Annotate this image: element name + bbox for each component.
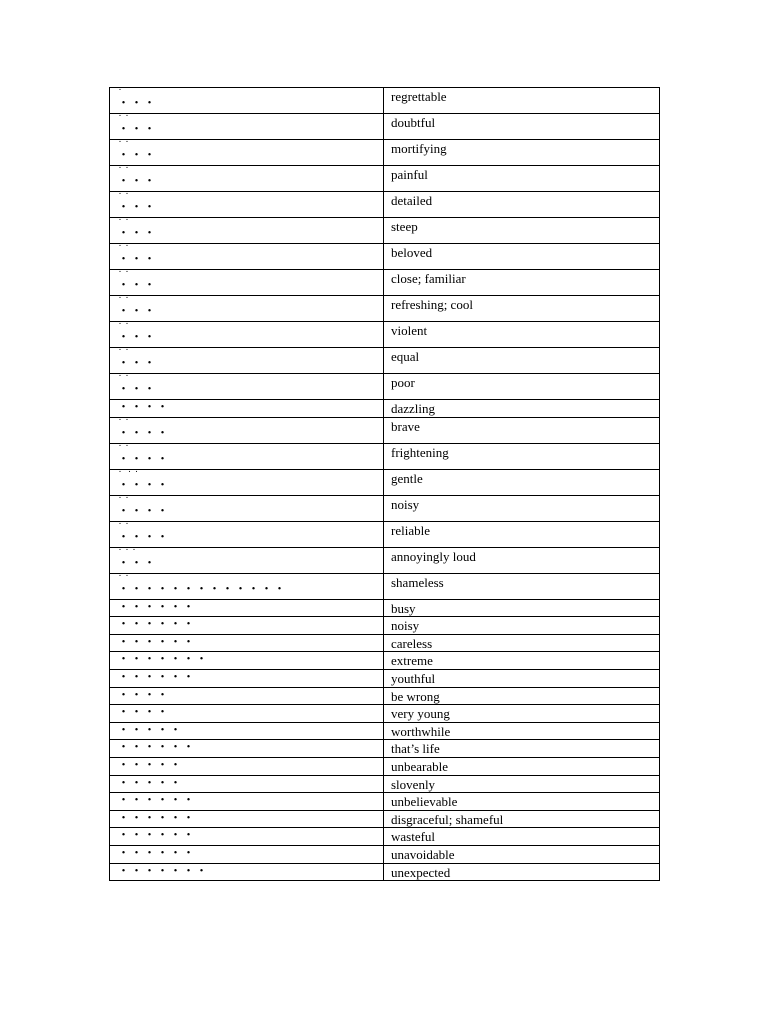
english-cell — [384, 669, 660, 687]
vocabulary-table — [109, 87, 660, 881]
english-cell — [384, 140, 660, 166]
japanese-cell — [110, 495, 384, 521]
furigana-reading: ・・ — [117, 322, 132, 328]
furigana-reading: ・・ — [117, 166, 132, 172]
japanese-cell — [110, 669, 384, 687]
english-meaning: unbearable — [391, 758, 449, 774]
english-meaning: brave — [391, 418, 420, 434]
japanese-word: ・・・・ — [117, 705, 170, 721]
furigana-reading: ・・ — [117, 348, 132, 354]
english-meaning: noisy — [391, 496, 420, 512]
furigana-reading: ・・ — [117, 573, 132, 580]
japanese-cell — [110, 469, 384, 495]
english-cell — [384, 722, 660, 740]
english-cell — [384, 757, 660, 775]
english-cell — [384, 270, 660, 296]
japanese-cell — [110, 722, 384, 740]
japanese-word: ・・・・・・ — [117, 845, 196, 861]
vocabulary-table-body — [110, 88, 660, 881]
table-row — [110, 443, 660, 469]
english-cell — [384, 469, 660, 495]
english-meaning: youthful — [391, 670, 436, 686]
japanese-cell — [110, 740, 384, 758]
japanese-word: ・・・・・・ — [117, 599, 196, 615]
japanese-word: ・・・ — [117, 382, 157, 397]
japanese-word: ・・・・・ — [117, 757, 183, 773]
japanese-cell — [110, 296, 384, 322]
table-row — [110, 218, 660, 244]
english-cell — [384, 547, 660, 573]
english-meaning: equal — [391, 349, 420, 364]
japanese-cell — [110, 599, 384, 617]
furigana-reading: ・ ・・ — [117, 469, 141, 476]
japanese-cell — [110, 521, 384, 547]
table-row — [110, 687, 660, 705]
japanese-cell — [110, 166, 384, 192]
japanese-cell — [110, 652, 384, 670]
furigana-reading: ・・ — [117, 244, 132, 250]
japanese-cell — [110, 244, 384, 270]
english-cell — [384, 443, 660, 469]
table-row — [110, 400, 660, 418]
english-meaning: shameless — [391, 574, 444, 590]
table-row — [110, 296, 660, 322]
table-row — [110, 740, 660, 758]
japanese-cell — [110, 845, 384, 863]
english-meaning: busy — [391, 600, 416, 616]
japanese-word: ・・・ — [117, 148, 157, 163]
japanese-cell — [110, 757, 384, 775]
furigana-reading: ・・ — [117, 374, 132, 380]
english-meaning: detailed — [391, 193, 433, 208]
japanese-word: ・・・・・・ — [117, 669, 196, 685]
table-row — [110, 617, 660, 635]
english-meaning: painful — [391, 167, 428, 182]
english-cell — [384, 166, 660, 192]
furigana-reading: ・・ — [117, 114, 132, 120]
english-meaning: extreme — [391, 653, 433, 669]
japanese-cell — [110, 443, 384, 469]
japanese-cell — [110, 218, 384, 244]
japanese-word: ・・・・・・ — [117, 810, 196, 826]
furigana-reading: ・・ — [117, 495, 132, 502]
table-row — [110, 244, 660, 270]
japanese-word: ・・・・・・ — [117, 634, 196, 650]
furigana-reading: ・・ — [117, 443, 132, 450]
english-cell — [384, 296, 660, 322]
english-meaning: doubtful — [391, 115, 436, 130]
table-row — [110, 114, 660, 140]
japanese-word: ・・・ — [117, 174, 157, 189]
japanese-word: ・・・・・ — [117, 722, 183, 738]
english-meaning: be wrong — [391, 688, 440, 704]
table-row — [110, 828, 660, 846]
furigana-reading: ・・ — [117, 521, 132, 528]
japanese-word: ・・・・・・ — [117, 793, 196, 809]
english-cell — [384, 495, 660, 521]
table-row — [110, 705, 660, 723]
english-cell — [384, 322, 660, 348]
table-row — [110, 547, 660, 573]
japanese-word: ・・・・・・ — [117, 828, 196, 844]
english-meaning: worthwhile — [391, 723, 451, 739]
japanese-word: ・・・ — [117, 200, 157, 215]
english-meaning: reliable — [391, 522, 430, 538]
furigana-reading: ・・ — [117, 270, 132, 276]
japanese-cell — [110, 687, 384, 705]
japanese-word: ・・・・・・ — [117, 740, 196, 756]
japanese-word: ・・・・ — [117, 400, 170, 415]
japanese-cell — [110, 810, 384, 828]
japanese-cell — [110, 775, 384, 793]
furigana-reading: ・・ — [117, 296, 132, 302]
japanese-word: ・・・ — [117, 122, 157, 137]
english-meaning: close; familiar — [391, 271, 466, 286]
table-row — [110, 322, 660, 348]
japanese-word: ・・・・・ — [117, 775, 183, 791]
english-cell — [384, 828, 660, 846]
english-cell — [384, 218, 660, 244]
table-row — [110, 599, 660, 617]
english-cell — [384, 88, 660, 114]
english-cell — [384, 810, 660, 828]
table-row — [110, 775, 660, 793]
furigana-reading: ・・ — [117, 192, 132, 198]
japanese-word: ・・・・ — [117, 425, 170, 441]
table-row — [110, 521, 660, 547]
japanese-cell — [110, 400, 384, 418]
english-meaning: wasteful — [391, 829, 436, 845]
furigana-reading: ・ — [117, 88, 125, 94]
table-row — [110, 192, 660, 218]
japanese-cell — [110, 348, 384, 374]
japanese-cell — [110, 705, 384, 723]
english-cell — [384, 740, 660, 758]
english-cell — [384, 652, 660, 670]
furigana-reading: ・・ — [117, 140, 132, 146]
japanese-cell — [110, 88, 384, 114]
english-cell — [384, 634, 660, 652]
table-row — [110, 469, 660, 495]
english-cell — [384, 793, 660, 811]
japanese-word: ・・・・・・・ — [117, 652, 209, 668]
japanese-cell — [110, 573, 384, 599]
english-cell — [384, 521, 660, 547]
english-cell — [384, 374, 660, 400]
english-cell — [384, 400, 660, 418]
english-cell — [384, 244, 660, 270]
english-meaning: gentle — [391, 470, 423, 486]
table-row — [110, 793, 660, 811]
english-cell — [384, 863, 660, 881]
japanese-cell — [110, 617, 384, 635]
japanese-cell — [110, 634, 384, 652]
japanese-cell — [110, 863, 384, 881]
japanese-cell — [110, 547, 384, 573]
english-cell — [384, 573, 660, 599]
table-row — [110, 652, 660, 670]
english-meaning: mortifying — [391, 141, 447, 156]
english-meaning: refreshing; cool — [391, 297, 473, 312]
japanese-word: ・・・ — [117, 304, 157, 319]
english-meaning: that’s life — [391, 741, 440, 757]
japanese-cell — [110, 793, 384, 811]
table-row — [110, 348, 660, 374]
table-row — [110, 863, 660, 881]
japanese-word: ・・・・ — [117, 687, 170, 703]
english-cell — [384, 687, 660, 705]
table-row — [110, 573, 660, 599]
japanese-word: ・・・ — [117, 356, 157, 371]
furigana-reading: ・・ — [117, 218, 132, 224]
english-meaning: annoyingly loud — [391, 548, 476, 564]
japanese-word: ・・・・ — [117, 477, 170, 493]
japanese-word: ・・・ — [117, 252, 157, 267]
english-cell — [384, 192, 660, 218]
japanese-word: ・・・ — [117, 96, 157, 111]
japanese-word: ・・・ — [117, 278, 157, 293]
english-meaning: dazzling — [391, 401, 436, 416]
english-meaning: careless — [391, 635, 433, 651]
table-row — [110, 88, 660, 114]
english-cell — [384, 617, 660, 635]
furigana-reading: ・・・ — [117, 547, 139, 554]
english-cell — [384, 845, 660, 863]
english-meaning: unavoidable — [391, 846, 455, 862]
japanese-cell — [110, 417, 384, 443]
table-row — [110, 810, 660, 828]
japanese-word: ・・・・・・ — [117, 617, 196, 633]
english-cell — [384, 705, 660, 723]
table-row — [110, 495, 660, 521]
english-meaning: very young — [391, 706, 450, 722]
english-cell — [384, 599, 660, 617]
english-meaning: regrettable — [391, 89, 447, 104]
japanese-word: ・・・ — [117, 555, 157, 571]
japanese-cell — [110, 114, 384, 140]
table-row — [110, 757, 660, 775]
table-row — [110, 166, 660, 192]
furigana-reading: ・・ — [117, 417, 132, 424]
table-row — [110, 845, 660, 863]
english-meaning: steep — [391, 219, 418, 234]
japanese-cell — [110, 828, 384, 846]
english-cell — [384, 417, 660, 443]
english-meaning: frightening — [391, 444, 449, 460]
japanese-cell — [110, 374, 384, 400]
japanese-word: ・・・・ — [117, 503, 170, 519]
table-row — [110, 270, 660, 296]
table-row — [110, 722, 660, 740]
japanese-cell — [110, 140, 384, 166]
table-row — [110, 140, 660, 166]
english-meaning: beloved — [391, 245, 433, 260]
japanese-word: ・・・・ — [117, 529, 170, 545]
english-meaning: disgraceful; shameful — [391, 811, 504, 827]
table-row — [110, 634, 660, 652]
english-meaning: poor — [391, 375, 415, 390]
japanese-word: ・・・ — [117, 226, 157, 241]
japanese-cell — [110, 322, 384, 348]
japanese-cell — [110, 270, 384, 296]
english-cell — [384, 114, 660, 140]
english-meaning: unexpected — [391, 864, 451, 880]
table-row — [110, 417, 660, 443]
japanese-word: ・・・・・・・ — [117, 863, 209, 879]
japanese-word: ・・・ — [117, 330, 157, 345]
english-meaning: unbelievable — [391, 794, 458, 810]
japanese-word: ・・・・・・・・・・・・・ — [117, 581, 287, 597]
english-meaning: noisy — [391, 618, 420, 634]
english-meaning: violent — [391, 323, 428, 338]
english-cell — [384, 348, 660, 374]
japanese-word: ・・・・ — [117, 451, 170, 467]
japanese-cell — [110, 192, 384, 218]
table-row — [110, 669, 660, 687]
english-meaning: slovenly — [391, 776, 436, 792]
table-row — [110, 374, 660, 400]
english-cell — [384, 775, 660, 793]
